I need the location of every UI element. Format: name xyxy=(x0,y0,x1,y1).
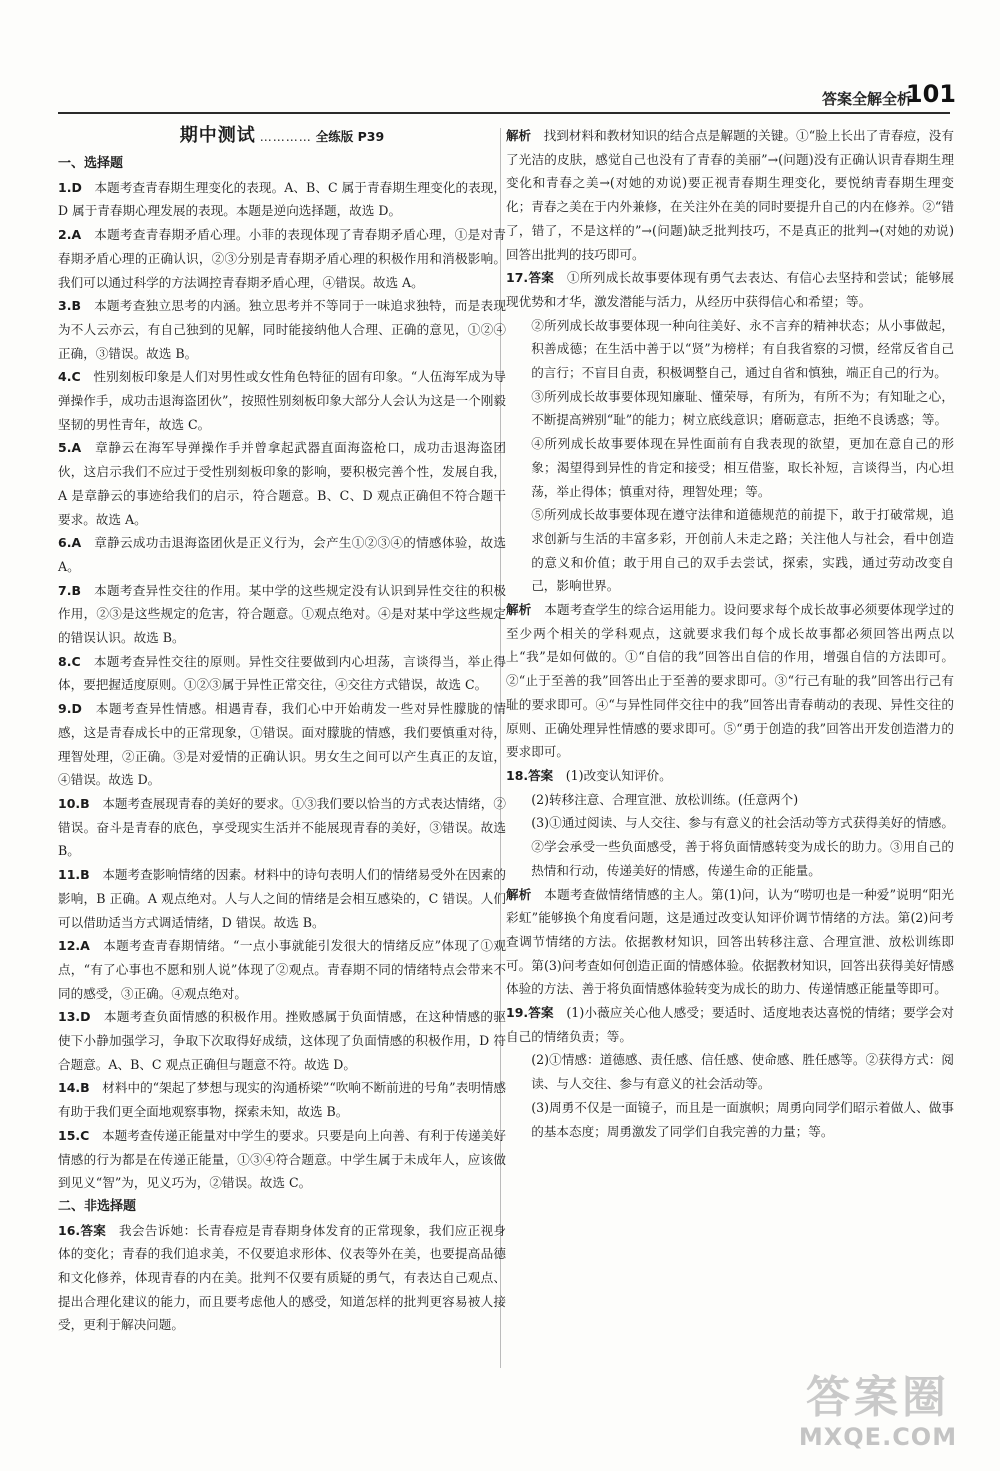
item-text: 本题考查青春期情绪。“一点小事就能引发很大的情绪反应”体现了①观点，“有了心事也不愿和别人说”体现了②观点。青春期不同的情绪特点会带来不同的感受，③正确。④观点绝对。 xyxy=(58,938,506,1001)
item-text: 章静云在海军导弹操作手并曾拿起武器直面海盗枪口，成功击退海盗团伙，这启示我们不应过于受性别刻板印象的影响，要积极完善个性，发展自我，A 是章静云的事迹给我们的启示，符合题意。B、C、D 观点正确但不符合题干要求。故选 A。 xyxy=(58,440,507,527)
item-text: (1)小薇应关心他人感受；要适时、适度地表达喜悦的情绪；要学会对自己的情绪负责；等。 xyxy=(506,1005,955,1044)
item-text: 本题考查影响情绪的因素。材料中的诗句表明人们的情绪易受外在因素的影响，B 正确。A 观点绝对。人与人之间的情绪是会相互感染的，C 错误。人们可以借助适当方式调适情绪，D 错误。故选 B。 xyxy=(58,867,507,930)
item-text: ③所列成长故事要体现知廉耻、懂荣辱，有所为，有所不为；有知耻之心，不断提高辨别“耻”的能力；树立底线意识；磨砺意志，拒绝不良诱惑；等。 xyxy=(531,388,954,428)
item-number: 18.答案 xyxy=(506,767,554,783)
analysis-item xyxy=(506,598,954,764)
page-header xyxy=(0,0,1000,116)
item-number: 2.A xyxy=(58,227,82,243)
answer-item xyxy=(506,811,954,882)
item-number: 5.A xyxy=(58,440,82,456)
item-number: 4.C xyxy=(58,369,81,385)
item-text: 本题考查青春期矛盾心理。小菲的表现体现了青春期矛盾心理，①是对青春期矛盾心理的正确认识，②③分别是青春期矛盾心理的积极作用和消极影响。我们可以通过科学的方法调控青春期矛盾心理，④错误。故选 A。 xyxy=(58,227,506,290)
answer-item xyxy=(506,1096,954,1143)
section-title-ref: 全练版 P39 xyxy=(315,129,385,144)
item-number: 6.A xyxy=(58,535,82,551)
answer-item xyxy=(506,266,954,313)
answer-item xyxy=(506,1001,954,1048)
answer-item xyxy=(506,432,954,503)
answer-item xyxy=(58,650,506,697)
answer-item xyxy=(58,1219,506,1338)
item-number: 1.D xyxy=(58,179,82,195)
answer-item xyxy=(58,294,506,365)
item-number: 13.D xyxy=(58,1009,91,1025)
answer-item xyxy=(58,934,506,1005)
analysis-item xyxy=(506,883,954,1002)
item-text: 章静云成功击退海盗团伙是正义行为，会产生①②③④的情感体验，故选 A。 xyxy=(58,535,506,574)
item-text: 本题考查展现青春的美好的要求。①③我们要以恰当的方式表达情绪，②错误。奋斗是青春的底色，享受现实生活并不能展现青春的美好，③错误。故选 B。 xyxy=(58,795,507,859)
heading-choice: 一、选择题 xyxy=(58,156,124,171)
item-number: 11.B xyxy=(58,867,90,883)
answer-item xyxy=(58,1124,506,1195)
answer-item xyxy=(58,792,506,863)
answer-item xyxy=(506,314,954,385)
left-column xyxy=(58,124,506,1337)
answer-item xyxy=(58,863,506,934)
header-title: 答案全解全析 xyxy=(821,90,912,108)
section-title-dots: ………… xyxy=(259,130,312,144)
item-number: 10.B xyxy=(58,795,90,811)
item-number: 19.答案 xyxy=(506,1005,554,1021)
item-text: (1)改变认知评价。 xyxy=(565,767,672,783)
watermark-site: MXQE.COM xyxy=(798,1423,958,1451)
answer-item xyxy=(506,385,954,432)
item-text: ②所列成长故事要体现一种向往美好、永不言弃的精神状态；从小事做起，积善成德；在生活中善于以“贤”为榜样；有自我省察的习惯，经常反省自己的言行；不盲目自责，积极调整自己，通过自省和慎独，端正自己的行为。 xyxy=(531,317,954,381)
item-number: 17.答案 xyxy=(506,270,555,286)
item-text: 本题考查学生的综合运用能力。设问要求每个成长故事必须要体现学过的至少两个相关的学科观点，这就要求我们每个成长故事都必须回答出两点以上“我”是如何做的。①“自信的我”回答出自信的作用，增强自信的方法即可。②“止于至善的我”回答出止于至善的要求即可。③“行己有耻的我”回答出行己有耻的要求即可。④“与异性同伴交往中的我”回答出青春萌动的表现、异性交往的原则、正确处理异性情感的要求即可。⑤“勇于创造的我”回答出开发创造潜力的要求即可。 xyxy=(506,602,954,760)
answer-item xyxy=(58,223,506,294)
item-text: 本题考查异性情感。相遇青春，我们心中开始萌发一些对异性朦胧的情感，这是青春成长中的正常现象，①错误。面对朦胧的情感，我们要慎重对待，理智处理，②正确。③是对爱情的正确认识。男女生之间可以产生真正的友谊，④错误。故选 D。 xyxy=(58,701,507,788)
item-text: 本题考查异性交往的作用。某中学的这些规定没有认识到异性交往的积极作用，②③是这些规定的危害，符合题意。①观点绝对。④是对某中学这些规定的错误认识。故选 B。 xyxy=(58,582,507,646)
item-text: 本题考查青春期生理变化的表现。A、B、C 属于青春期生理变化的表现，D 属于青春期心理发展的表现。本题是逆向选择题，故选 D。 xyxy=(58,179,506,219)
item-number: 3.B xyxy=(58,298,81,314)
answer-item xyxy=(58,365,506,436)
item-text: (3)周勇不仅是一面镜子，而且是一面旗帜；周勇向同学们昭示着做人、做事的基本态度；周勇激发了同学们自我完善的力量；等。 xyxy=(531,1099,954,1139)
item-number: 9.D xyxy=(58,701,82,717)
header-rule xyxy=(58,112,950,114)
answer-item xyxy=(58,531,506,578)
item-text: 本题考查传递正能量对中学生的要求。只要是向上向善、有利于传递美好情感的行为都是在传递正能量，①③④符合题意。中学生属于未成年人，应该做到见义“智”为，见义巧为，②错误。故选 C。 xyxy=(58,1127,507,1191)
right-column xyxy=(506,124,954,1143)
analysis-tag: 解析 xyxy=(506,128,532,143)
answer-item xyxy=(506,788,954,812)
item-text: 本题考查负面情感的积极作用。挫败感属于负面情感，在这种情感的驱使下小静加强学习，争取下次取得好成绩，这体现了负面情感的积极作用，D 符合题意。A、B、C 观点正确但与题意不符。故选 D。 xyxy=(58,1009,507,1072)
page-number: 101 xyxy=(905,80,956,108)
answer-item xyxy=(58,697,506,792)
answer-item xyxy=(58,579,506,650)
item-text: 本题考查异性交往的原则。异性交往要做到内心坦荡，言谈得当，举止得体，要把握适度原则。①②③属于异性正常交往，④交往方式错误，故选 C。 xyxy=(58,653,507,693)
answer-item xyxy=(58,1076,506,1123)
item-text: 材料中的“架起了梦想与现实的沟通桥梁”“吹响不断前进的号角”表明情感有助于我们更全面地观察事物，探索未知，故选 B。 xyxy=(58,1080,506,1120)
item-text: ①所列成长故事要体现有勇气去表达、有信心去坚持和尝试；能够展现优势和才华，激发潜能与活力，从经历中获得信心和希望；等。 xyxy=(506,270,955,309)
answer-item xyxy=(506,1048,954,1095)
answer-item xyxy=(58,176,506,223)
analysis-tag: 解析 xyxy=(506,886,532,902)
item-text: (2)①情感：道德感、责任感、信任感、使命感、胜任感等。②获得方式：阅读、与人交往、参与有意义的社会活动等。 xyxy=(531,1052,954,1092)
item-text: 本题考查独立思考的内涵。独立思考并不等同于一味追求独特，而是表现为不人云亦云，有自己独到的见解，同时能接纳他人合理、正确的意见，①②④正确，③错误。故选 B。 xyxy=(58,298,507,361)
item-text: 我会告诉她：长青春痘是青春期身体发育的正常现象，我们应正视身体的变化；青春的我们追求美，不仅要追求形体、仪表等外在美，也要提高品德和文化修养，体现青春的内在美。批判不仅要有质疑的勇气，有表达自己观点、提出合理化建议的能力，而且要考虑他人的感受，知道怎样的批判更容易被人接受，更利于解决问题。 xyxy=(58,1222,507,1333)
item-text: 本题考查做情绪情感的主人。第(1)问，认为“唠叨也是一种爱”说明“阳光彩虹”能够换个角度看问题，这是通过改变认知评价调节情绪的方法。第(2)问考查调节情绪的方法。依据教材知识，回答出转移注意、合理宣泄、放松训练即可。第(3)问考查如何创造正面的情感体验。依据教材知识，回答出获得美好情感体验的方法、善于将负面情感体验转变为成长的助力、传递情感正能量等即可。 xyxy=(506,886,954,997)
answer-item xyxy=(506,764,954,788)
item-text: 找到材料和教材知识的结合点是解题的关键。①“脸上长出了青春痘，没有了光洁的皮肤，感觉自己也没有了青春的美丽”→(问题)没有正确认识青春期生理变化和青春之美→(对她的劝说)要正视青春期生理变化，要悦纳青春期生理变化；青春之美在于内外兼修，在关注外在美的同时要提升自己的内在修养。②“错了，错了，不是这样的”→(问题)缺乏批判技巧，不是真正的批判→(对她的劝说)回答出批判的技巧即可。 xyxy=(506,128,954,262)
answer-item xyxy=(58,436,506,531)
item-text: (2)转移注意、合理宣泄、放松训练。(任意两个) xyxy=(531,791,799,807)
analysis-item xyxy=(506,124,954,266)
answer-item xyxy=(506,503,954,598)
analysis-tag: 解析 xyxy=(506,602,532,618)
item-text: ⑤所列成长故事要体现在遵守法律和道德规范的前提下，敢于打破常规，追求创新与生活的丰富多彩，开创前人未走之路；关注他人与社会，看中创造的意义和价值；敢于用自己的双手去尝试，探索，实践，通过劳动改变自己，影响世界。 xyxy=(531,507,954,594)
item-number: 16.答案 xyxy=(58,1222,107,1238)
heading-nonchoice: 二、非选择题 xyxy=(58,1198,137,1214)
item-text: (3)①通过阅读、与人交往、参与有意义的社会活动等方式获得美好的情感。②学会承受一些负面感受，善于将负面情感转变为成长的助力。③用自己的热情和行动，传递美好的情感，传递生命的正能量。 xyxy=(531,815,954,878)
item-number: 12.A xyxy=(58,938,90,954)
watermark-logo-icon: 答案圈 xyxy=(806,1372,950,1423)
section-title-main: 期中测试 xyxy=(179,125,256,146)
item-number: 7.B xyxy=(58,582,81,598)
item-number: 15.C xyxy=(58,1127,90,1143)
item-number: 14.B xyxy=(58,1080,90,1096)
watermark xyxy=(778,1361,978,1451)
item-text: ④所列成长故事要体现在异性面前有自我表现的欲望，更加在意自己的形象；渴望得到异性的肯定和接受；相互借鉴，取长补短，言谈得当，内心坦荡，举止得体；慎重对待，理智处理；等。 xyxy=(531,436,954,499)
item-text: 性别刻板印象是人们对男性或女性角色特征的固有印象。“人伍海军成为导弹操作手，成功击退海盗团伙”，按照性别刻板印象大部分人会认为这是一个刚毅坚韧的男性青年，故选 C。 xyxy=(58,369,506,432)
section-title xyxy=(58,124,506,150)
item-number: 8.C xyxy=(58,653,81,669)
answer-item xyxy=(58,1005,506,1076)
